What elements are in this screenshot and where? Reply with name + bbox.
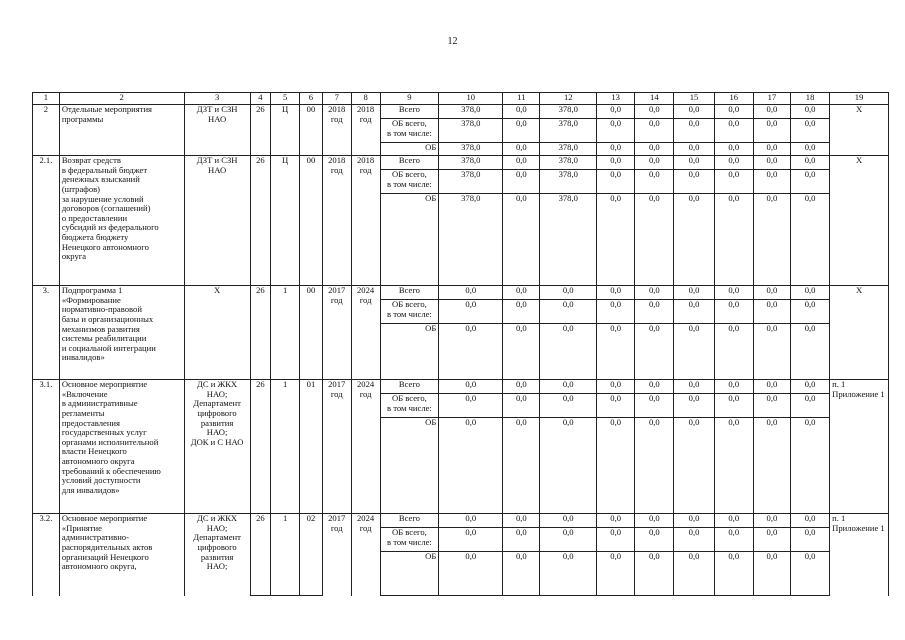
column-number: 8 — [351, 93, 380, 105]
column-number: 17 — [753, 93, 790, 105]
column-number: 19 — [830, 93, 889, 105]
measure-name: Подпрограмма 1 «Формирование нормативно-правовой базы и организационных механизмов развития системы реабилитации и социальной интеграции инвалидов» — [59, 286, 184, 380]
amount-cell: 0,0 — [790, 324, 829, 380]
funding-source: ОБ — [380, 143, 439, 156]
table-row — [33, 514, 889, 528]
amount-cell: 0,0 — [674, 194, 714, 286]
column-number: 1 — [33, 93, 60, 105]
amount-cell: 0,0 — [439, 286, 503, 300]
amount-cell: 0,0 — [597, 418, 635, 514]
amount-cell: 378,0 — [439, 143, 503, 156]
amount-cell: 0,0 — [540, 380, 597, 394]
code-program: 26 — [250, 286, 271, 380]
row-number: 2.1. — [33, 156, 60, 286]
funding-source: Всего — [380, 105, 439, 119]
end-year: 2024 год — [351, 380, 380, 514]
column-number: 7 — [322, 93, 351, 105]
measure-name: Основное мероприятие «Включение в административные регламенты предоставления государственных услуг органами исполнительной власти Ненецкого автономного округа требований к обеспечению условий доступности для инвалидов» — [59, 380, 184, 514]
funding-source: ОБ — [380, 194, 439, 286]
amount-cell: 0,0 — [540, 528, 597, 552]
row-number: 3. — [33, 286, 60, 380]
amount-cell: 0,0 — [714, 105, 753, 119]
amount-cell: 0,0 — [674, 394, 714, 418]
amount-cell: 378,0 — [540, 194, 597, 286]
amount-cell: 0,0 — [714, 286, 753, 300]
amount-cell: 0,0 — [635, 105, 674, 119]
result-link: п. 1 Приложение 1 — [830, 514, 889, 596]
amount-cell: 0,0 — [674, 119, 714, 143]
amount-cell: 0,0 — [503, 143, 540, 156]
funding-source: Всего — [380, 514, 439, 528]
amount-cell: 0,0 — [790, 143, 829, 156]
column-number: 3 — [184, 93, 250, 105]
result-link: Х — [830, 156, 889, 286]
measure-name: Основное мероприятие «Принятие административно- распорядительных актов организаций Ненецкого автономного округа, — [59, 514, 184, 596]
amount-cell: 0,0 — [597, 170, 635, 194]
amount-cell: 0,0 — [753, 170, 790, 194]
amount-cell: 378,0 — [439, 194, 503, 286]
amount-cell: 0,0 — [714, 380, 753, 394]
amount-cell: 0,0 — [674, 514, 714, 528]
column-number: 14 — [635, 93, 674, 105]
amount-cell: 0,0 — [714, 170, 753, 194]
amount-cell: 0,0 — [674, 418, 714, 514]
amount-cell: 0,0 — [635, 528, 674, 552]
amount-cell: 0,0 — [753, 156, 790, 170]
amount-cell: 0,0 — [714, 143, 753, 156]
amount-cell: 0,0 — [635, 194, 674, 286]
result-link: Х — [830, 286, 889, 380]
code-measure: 01 — [300, 380, 323, 514]
amount-cell: 378,0 — [439, 119, 503, 143]
amount-cell: 0,0 — [597, 286, 635, 300]
amount-cell: 0,0 — [597, 324, 635, 380]
start-year: 2018 год — [322, 105, 351, 156]
amount-cell: 0,0 — [753, 286, 790, 300]
code-program: 26 — [250, 156, 271, 286]
responsible-executor: Х — [184, 286, 250, 380]
responsible-executor: ДЗТ и СЗН НАО — [184, 156, 250, 286]
amount-cell: 0,0 — [753, 394, 790, 418]
funding-source: ОБ — [380, 324, 439, 380]
column-number: 5 — [271, 93, 300, 105]
column-number: 4 — [250, 93, 271, 105]
funding-source: ОБ всего, в том числе: — [380, 528, 439, 552]
amount-cell: 0,0 — [635, 300, 674, 324]
amount-cell: 0,0 — [635, 394, 674, 418]
code-subprogram: Ц — [271, 156, 300, 286]
amount-cell: 0,0 — [540, 418, 597, 514]
amount-cell: 0,0 — [753, 300, 790, 324]
code-measure: 00 — [300, 105, 323, 156]
amount-cell: 0,0 — [503, 194, 540, 286]
amount-cell: 0,0 — [674, 528, 714, 552]
amount-cell: 0,0 — [753, 143, 790, 156]
amount-cell: 0,0 — [540, 324, 597, 380]
amount-cell: 378,0 — [439, 105, 503, 119]
end-year: 2018 год — [351, 105, 380, 156]
amount-cell: 0,0 — [503, 418, 540, 514]
responsible-executor: ДС и ЖКХ НАО; Департамент цифрового развития НАО; — [184, 514, 250, 596]
amount-cell: 0,0 — [790, 552, 829, 596]
amount-cell: 0,0 — [503, 286, 540, 300]
amount-cell: 0,0 — [635, 418, 674, 514]
amount-cell: 0,0 — [790, 194, 829, 286]
end-year: 2024 год — [351, 514, 380, 596]
amount-cell: 0,0 — [597, 143, 635, 156]
amount-cell: 0,0 — [635, 514, 674, 528]
amount-cell: 0,0 — [597, 300, 635, 324]
amount-cell: 0,0 — [503, 394, 540, 418]
amount-cell: 0,0 — [439, 418, 503, 514]
row-number: 3.2. — [33, 514, 60, 596]
amount-cell: 0,0 — [674, 380, 714, 394]
amount-cell: 0,0 — [753, 105, 790, 119]
funding-source: ОБ всего, в том числе: — [380, 394, 439, 418]
amount-cell: 0,0 — [790, 394, 829, 418]
amount-cell: 0,0 — [635, 552, 674, 596]
amount-cell: 0,0 — [597, 105, 635, 119]
amount-cell: 0,0 — [790, 105, 829, 119]
amount-cell: 0,0 — [753, 119, 790, 143]
amount-cell: 0,0 — [790, 156, 829, 170]
code-subprogram: Ц — [271, 105, 300, 156]
amount-cell: 0,0 — [439, 552, 503, 596]
column-number: 10 — [439, 93, 503, 105]
amount-cell: 0,0 — [503, 380, 540, 394]
amount-cell: 0,0 — [674, 286, 714, 300]
amount-cell: 0,0 — [790, 300, 829, 324]
amount-cell: 0,0 — [597, 528, 635, 552]
amount-cell: 0,0 — [753, 514, 790, 528]
column-number: 12 — [540, 93, 597, 105]
table-body — [33, 93, 889, 596]
amount-cell: 0,0 — [439, 300, 503, 324]
amount-cell: 0,0 — [503, 528, 540, 552]
amount-cell: 0,0 — [714, 156, 753, 170]
amount-cell: 0,0 — [439, 528, 503, 552]
amount-cell: 0,0 — [714, 300, 753, 324]
code-measure: 00 — [300, 156, 323, 286]
amount-cell: 0,0 — [753, 194, 790, 286]
amount-cell: 0,0 — [714, 324, 753, 380]
amount-cell: 0,0 — [635, 324, 674, 380]
amount-cell: 0,0 — [674, 143, 714, 156]
start-year: 2018 год — [322, 156, 351, 286]
code-measure: 02 — [300, 514, 323, 596]
amount-cell: 0,0 — [540, 394, 597, 418]
amount-cell: 0,0 — [635, 170, 674, 194]
start-year: 2017 год — [322, 380, 351, 514]
amount-cell: 0,0 — [503, 170, 540, 194]
amount-cell: 0,0 — [597, 394, 635, 418]
amount-cell: 0,0 — [503, 552, 540, 596]
row-number: 3.1. — [33, 380, 60, 514]
code-measure: 00 — [300, 286, 323, 380]
amount-cell: 0,0 — [439, 380, 503, 394]
column-number: 13 — [597, 93, 635, 105]
amount-cell: 0,0 — [753, 552, 790, 596]
amount-cell: 0,0 — [597, 156, 635, 170]
amount-cell: 0,0 — [439, 324, 503, 380]
column-number: 16 — [714, 93, 753, 105]
amount-cell: 0,0 — [753, 418, 790, 514]
amount-cell: 0,0 — [753, 528, 790, 552]
amount-cell: 378,0 — [439, 156, 503, 170]
amount-cell: 0,0 — [790, 170, 829, 194]
amount-cell: 0,0 — [714, 194, 753, 286]
measure-name: Отдельные мероприятия программы — [59, 105, 184, 156]
amount-cell: 378,0 — [540, 119, 597, 143]
code-subprogram: 1 — [271, 380, 300, 514]
amount-cell: 0,0 — [635, 119, 674, 143]
funding-source: ОБ всего, в том числе: — [380, 300, 439, 324]
amount-cell: 0,0 — [674, 105, 714, 119]
amount-cell: 0,0 — [503, 324, 540, 380]
amount-cell: 0,0 — [790, 380, 829, 394]
start-year: 2017 год — [322, 286, 351, 380]
amount-cell: 0,0 — [597, 194, 635, 286]
funding-source: ОБ всего, в том числе: — [380, 119, 439, 143]
funding-source: ОБ — [380, 418, 439, 514]
funding-source: ОБ — [380, 552, 439, 596]
amount-cell: 378,0 — [540, 170, 597, 194]
column-number: 6 — [300, 93, 323, 105]
amount-cell: 0,0 — [503, 514, 540, 528]
code-program: 26 — [250, 380, 271, 514]
amount-cell: 0,0 — [714, 528, 753, 552]
table-row — [33, 105, 889, 119]
amount-cell: 378,0 — [540, 143, 597, 156]
code-subprogram: 1 — [271, 514, 300, 596]
amount-cell: 0,0 — [790, 286, 829, 300]
amount-cell: 0,0 — [540, 514, 597, 528]
amount-cell: 0,0 — [540, 286, 597, 300]
amount-cell: 0,0 — [540, 552, 597, 596]
amount-cell: 0,0 — [753, 324, 790, 380]
amount-cell: 378,0 — [439, 170, 503, 194]
amount-cell: 0,0 — [635, 286, 674, 300]
amount-cell: 0,0 — [790, 528, 829, 552]
amount-cell: 0,0 — [714, 514, 753, 528]
amount-cell: 0,0 — [714, 394, 753, 418]
program-table — [32, 92, 889, 596]
amount-cell: 0,0 — [503, 300, 540, 324]
column-number-header — [33, 93, 889, 105]
code-program: 26 — [250, 514, 271, 596]
amount-cell: 0,0 — [439, 514, 503, 528]
amount-cell: 0,0 — [674, 552, 714, 596]
amount-cell: 0,0 — [439, 394, 503, 418]
amount-cell: 0,0 — [597, 552, 635, 596]
amount-cell: 0,0 — [540, 300, 597, 324]
responsible-executor: ДЗТ и СЗН НАО — [184, 105, 250, 156]
column-number: 2 — [59, 93, 184, 105]
amount-cell: 0,0 — [597, 380, 635, 394]
end-year: 2018 год — [351, 156, 380, 286]
amount-cell: 0,0 — [597, 119, 635, 143]
amount-cell: 0,0 — [753, 380, 790, 394]
responsible-executor: ДС и ЖКХ НАО; Департамент цифрового развития НАО; ДОК и С НАО — [184, 380, 250, 514]
result-link: Х — [830, 105, 889, 156]
amount-cell: 0,0 — [503, 105, 540, 119]
measure-name: Возврат средств в федеральный бюджет денежных взысканий (штрафов) за нарушение условий договоров (соглашений) о предоставлении субсидий из федерального бюджета бюджету Ненецкого автономного округа — [59, 156, 184, 286]
table-row — [33, 286, 889, 300]
amount-cell: 0,0 — [674, 324, 714, 380]
funding-source: Всего — [380, 380, 439, 394]
amount-cell: 0,0 — [635, 143, 674, 156]
amount-cell: 0,0 — [503, 119, 540, 143]
table-row — [33, 156, 889, 170]
column-number: 9 — [380, 93, 439, 105]
end-year: 2024 год — [351, 286, 380, 380]
amount-cell: 0,0 — [714, 119, 753, 143]
amount-cell: 378,0 — [540, 105, 597, 119]
amount-cell: 0,0 — [790, 514, 829, 528]
column-number: 18 — [790, 93, 829, 105]
funding-source: Всего — [380, 156, 439, 170]
amount-cell: 0,0 — [674, 156, 714, 170]
row-number: 2 — [33, 105, 60, 156]
column-number: 11 — [503, 93, 540, 105]
amount-cell: 0,0 — [714, 552, 753, 596]
amount-cell: 0,0 — [714, 418, 753, 514]
code-program: 26 — [250, 105, 271, 156]
amount-cell: 0,0 — [790, 119, 829, 143]
amount-cell: 0,0 — [503, 156, 540, 170]
funding-source: Всего — [380, 286, 439, 300]
column-number: 15 — [674, 93, 714, 105]
table-row — [33, 380, 889, 394]
code-subprogram: 1 — [271, 286, 300, 380]
amount-cell: 0,0 — [674, 300, 714, 324]
amount-cell: 0,0 — [635, 156, 674, 170]
page-number: 12 — [447, 36, 458, 47]
amount-cell: 0,0 — [635, 380, 674, 394]
amount-cell: 0,0 — [790, 418, 829, 514]
funding-source: ОБ всего, в том числе: — [380, 170, 439, 194]
amount-cell: 378,0 — [540, 156, 597, 170]
amount-cell: 0,0 — [597, 514, 635, 528]
amount-cell: 0,0 — [674, 170, 714, 194]
result-link: п. 1 Приложение 1 — [830, 380, 889, 514]
start-year: 2017 год — [322, 514, 351, 596]
